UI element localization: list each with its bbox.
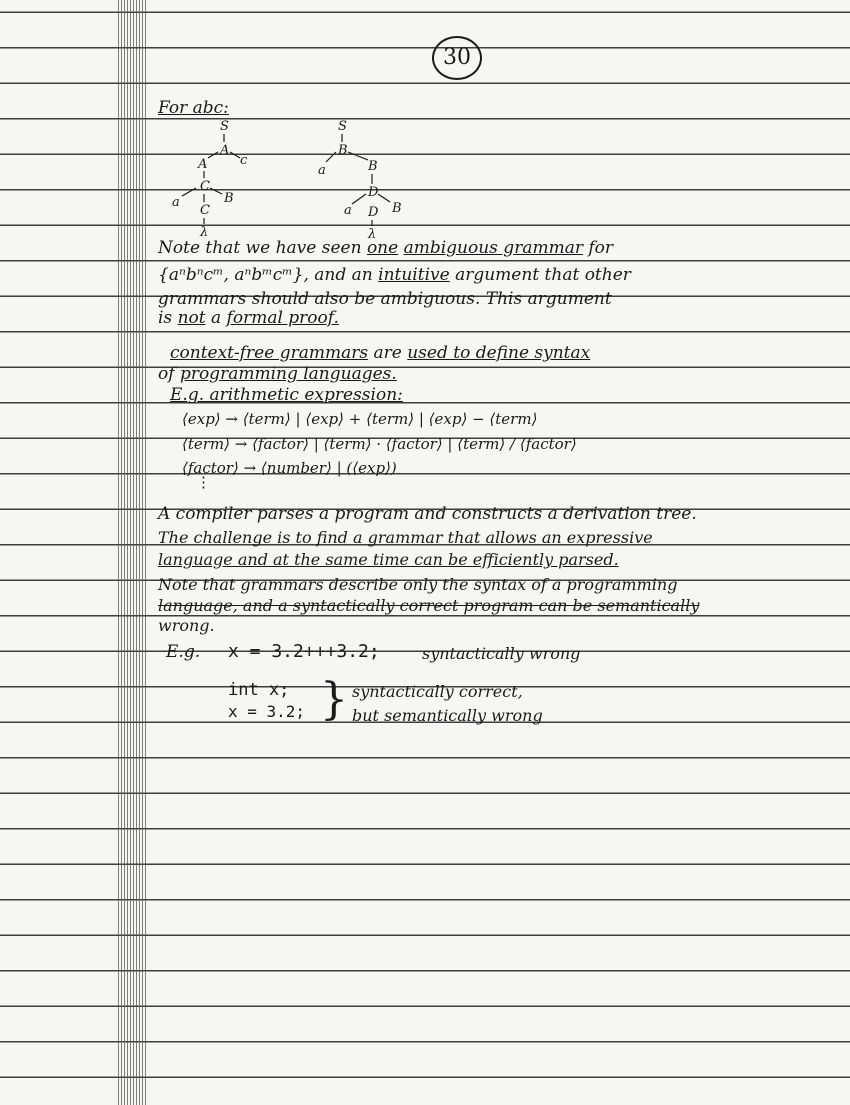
example-comment-wrong: syntactically wrong <box>422 644 581 663</box>
compiler-line-3: language and at the same time can be efficiently parsed. <box>158 550 619 569</box>
tree2-node-a2: a <box>344 203 352 218</box>
tree2-node-B3: B <box>392 201 402 216</box>
derivation-tree-1 <box>160 118 280 238</box>
heading <box>158 98 229 118</box>
note-text: Note that we have seen <box>158 238 367 258</box>
cfg-phrase: used to define syntax <box>407 343 591 363</box>
note-line-2 <box>158 265 631 285</box>
page-number: 30 <box>432 36 482 80</box>
comment-semantically-wrong: but semantically wrong <box>352 706 543 725</box>
tree1-node-a: a <box>172 195 180 210</box>
note-line-1 <box>158 238 613 258</box>
tree2-node-D2: D <box>368 205 379 220</box>
note-line-3: grammars should also be ambiguous. This argument <box>158 289 612 309</box>
grammar-rule-exp: ⟨exp⟩ → ⟨term⟩ | ⟨exp⟩ + ⟨term⟩ | ⟨exp⟩ − ⟨term⟩ <box>182 410 538 428</box>
tree2-node-B: B <box>338 143 348 158</box>
tree1-node-A: A <box>198 157 208 172</box>
code-brace: } <box>320 674 348 725</box>
cfg-example-heading: E.g. arithmetic expression: <box>170 385 403 405</box>
cfg-text: are <box>368 343 408 363</box>
comment-syntactically-correct: syntactically correct, <box>352 682 523 701</box>
grammar-rule-factor: ⟨factor⟩ → ⟨number⟩ | (⟨exp⟩) <box>182 459 397 477</box>
tree2-node-a: a <box>318 163 326 178</box>
compiler-line-2: The challenge is to find a grammar that allows an expressive <box>158 528 653 547</box>
note-text: for <box>582 238 614 258</box>
heading-text: For abc: <box>158 98 229 118</box>
grammar-rule-term: ⟨term⟩ → ⟨factor⟩ | ⟨term⟩ · ⟨factor⟩ | ⟨term⟩ / ⟨factor⟩ <box>182 435 577 453</box>
note-text: a <box>205 308 227 328</box>
note-emphasis-formal: formal proof. <box>226 308 339 328</box>
tree1-node-lambda: λ <box>200 225 209 240</box>
grammar-ellipsis: ⋮ <box>196 473 211 491</box>
tree2-node-S: S <box>338 119 347 134</box>
code-declaration: int x; <box>228 680 290 700</box>
tree1-node-S: S <box>220 119 229 134</box>
example-code-wrong: x = 3.2+++3.2; <box>228 641 380 662</box>
tree1-node-c-top: c <box>240 153 248 168</box>
cfg-line-1 <box>170 343 590 363</box>
example-label: E.g. <box>166 642 201 662</box>
compiler-line-4: Note that grammars describe only the syntax of a programming <box>158 575 678 594</box>
note-text: argument that other <box>449 265 631 285</box>
tree1-node-C: C <box>200 203 210 218</box>
note-emphasis-not: not <box>177 308 206 328</box>
tree2-node-lambda: λ <box>368 227 377 242</box>
note-line-4 <box>158 308 339 328</box>
cfg-text: of <box>158 364 180 384</box>
compiler-line-5: language, and a syntactically correct program can be semantically <box>158 596 700 615</box>
note-emphasis-ambiguous: ambiguous grammar <box>403 238 583 258</box>
cfg-phrase: programming languages. <box>179 364 397 384</box>
compiler-line-6: wrong. <box>158 616 215 635</box>
cfg-term: context-free grammars <box>170 343 369 363</box>
cfg-line-2 <box>158 364 397 384</box>
tree1-node-C-top: C <box>200 179 210 194</box>
note-text: {aⁿbⁿcᵐ, aⁿbᵐcᵐ}, and an <box>158 265 379 285</box>
note-emphasis-intuitive: intuitive <box>378 265 450 285</box>
note-text: is <box>158 308 178 328</box>
tree1-node-A-top: A <box>220 143 230 158</box>
tree1-node-B: B <box>224 191 234 206</box>
compiler-line-1: A compiler parses a program and constructs a derivation tree. <box>158 504 697 524</box>
derivation-tree-2 <box>310 118 430 242</box>
code-assignment: x = 3.2; <box>228 702 306 721</box>
tree2-node-D: D <box>368 185 379 200</box>
tree2-node-B2: B <box>368 159 378 174</box>
note-emphasis-one: one <box>366 238 399 258</box>
margin-binding <box>118 0 148 1105</box>
